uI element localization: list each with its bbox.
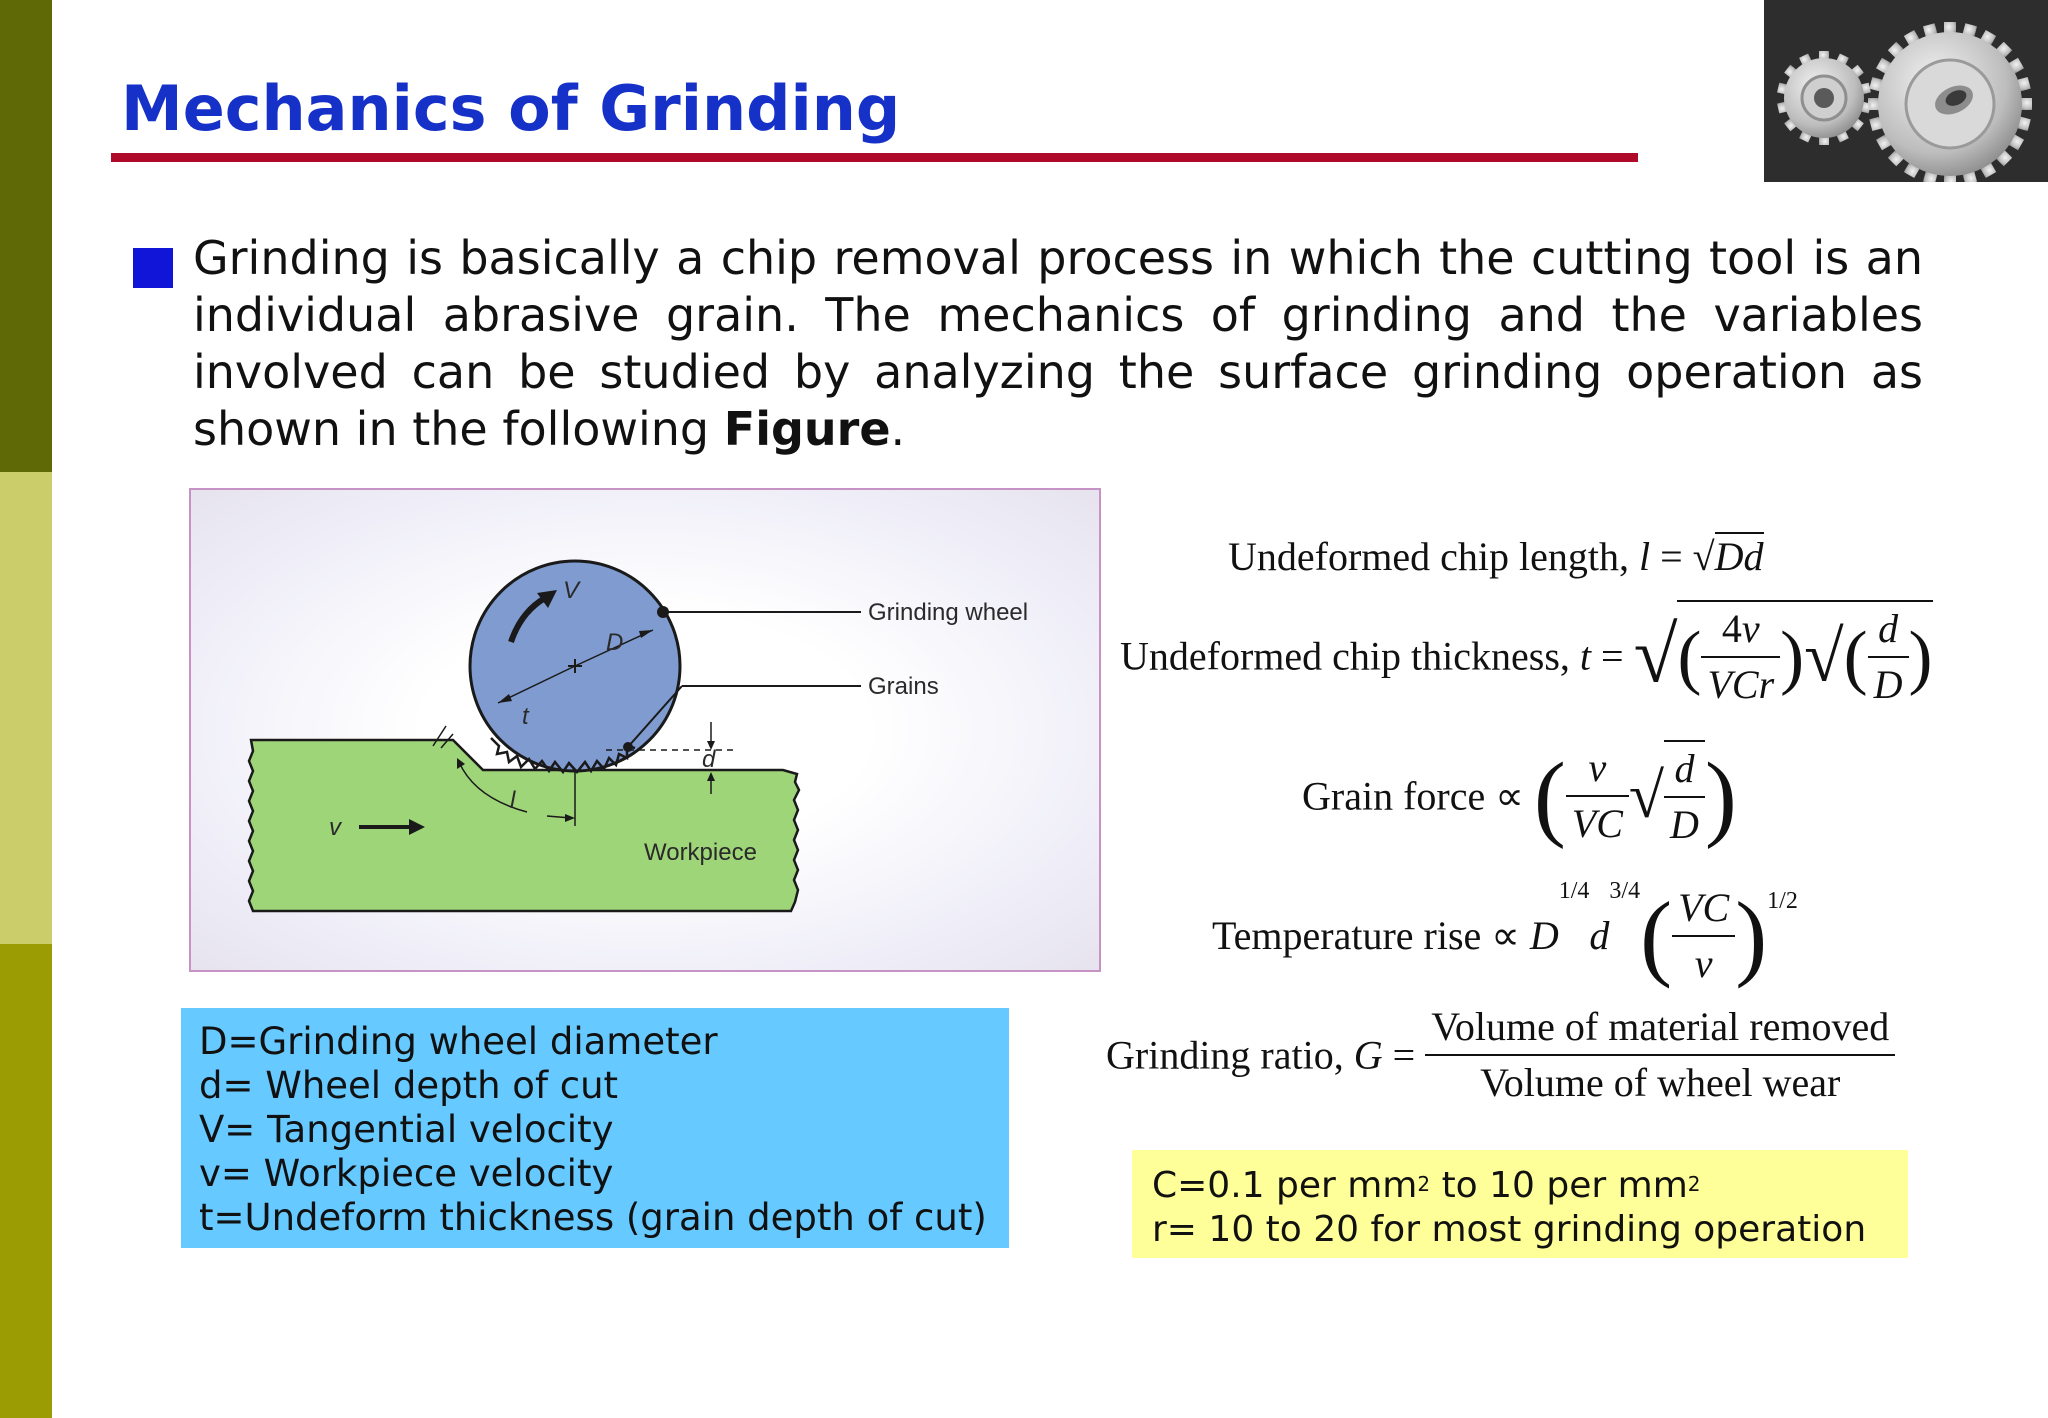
bullet-square xyxy=(133,248,173,288)
symbol-v: v xyxy=(329,814,341,841)
grinding-figure xyxy=(189,488,1101,972)
legend-line: D=Grinding wheel diameter xyxy=(199,1020,718,1063)
legend-line: d= Wheel depth of cut xyxy=(199,1064,619,1107)
legend-line: V= Tangential velocity xyxy=(199,1108,614,1151)
gears-icon xyxy=(1764,0,2048,182)
equation-chip-thickness: Undeformed chip thickness, t = √( $\frac{4v}{\text{VCr}}$ )√( $\frac{d}{D}$ ) xyxy=(1120,600,1933,712)
side-bar-middle xyxy=(0,472,52,944)
symbol-t: t xyxy=(522,703,529,730)
symbol-V: V xyxy=(563,577,580,604)
constants-note xyxy=(1132,1150,1908,1258)
legend-line: v= Workpiece velocity xyxy=(199,1152,614,1195)
ratio-numerator: Volume of material removed xyxy=(1425,1000,1895,1056)
side-bar-bottom xyxy=(0,944,52,1418)
symbol-d: d xyxy=(702,746,716,773)
symbol-D: D xyxy=(606,629,624,656)
note-line-r: r= 10 to 20 for most grinding operation xyxy=(1152,1209,1867,1250)
bullet-paragraph: Grinding is basically a chip removal process in which the cutting tool is an individual abrasive grain. The mechanics of grinding and the variables involved can be studied by analyzing the surface grinding operation as shown in the following Figure. xyxy=(193,231,1923,456)
equation-grinding-ratio: Grinding ratio, G = $\frac{\text{Volume of material removed}}{\text{Volume of wheel wear}}$ xyxy=(1106,1000,1895,1110)
slide-title: Mechanics of Grinding xyxy=(121,72,901,145)
equation-chip-length: Undeformed chip length, l = √Dd xyxy=(1228,534,1764,579)
title-underline xyxy=(111,153,1638,162)
variable-legend xyxy=(181,1008,1009,1248)
label-grinding-wheel: Grinding wheel xyxy=(868,599,1029,626)
equation-temperature: Temperature rise ∝ $D^{1/4}d^{3/4}$( $\frac{VC}{v}$ )$^{1/2}$ xyxy=(1212,878,1798,989)
chip-length-label: Undeformed chip length, xyxy=(1228,534,1629,579)
ratio-denominator: Volume of wheel wear xyxy=(1480,1060,1841,1105)
equation-grain-force: Grain force ∝ ( $\frac{v}{VC}$ √ $\frac{d}{D}$ ) xyxy=(1302,740,1737,852)
label-grains: Grains xyxy=(868,673,939,700)
chip-thickness-label: Undeformed chip thickness, xyxy=(1120,633,1570,679)
symbol-l: l xyxy=(510,787,516,814)
legend-line: t=Undeform thickness (grain depth of cut) xyxy=(199,1196,987,1239)
note-line-c: C=0.1 per $mm^2$ to 10 per $mm^2$ xyxy=(1152,1165,1701,1206)
grain-force-label: Grain force xyxy=(1302,773,1486,819)
side-bar-top xyxy=(0,0,52,472)
temperature-label: Temperature rise xyxy=(1212,913,1482,958)
label-workpiece: Workpiece xyxy=(644,839,757,866)
grinding-ratio-label: Grinding ratio, xyxy=(1106,1032,1344,1078)
